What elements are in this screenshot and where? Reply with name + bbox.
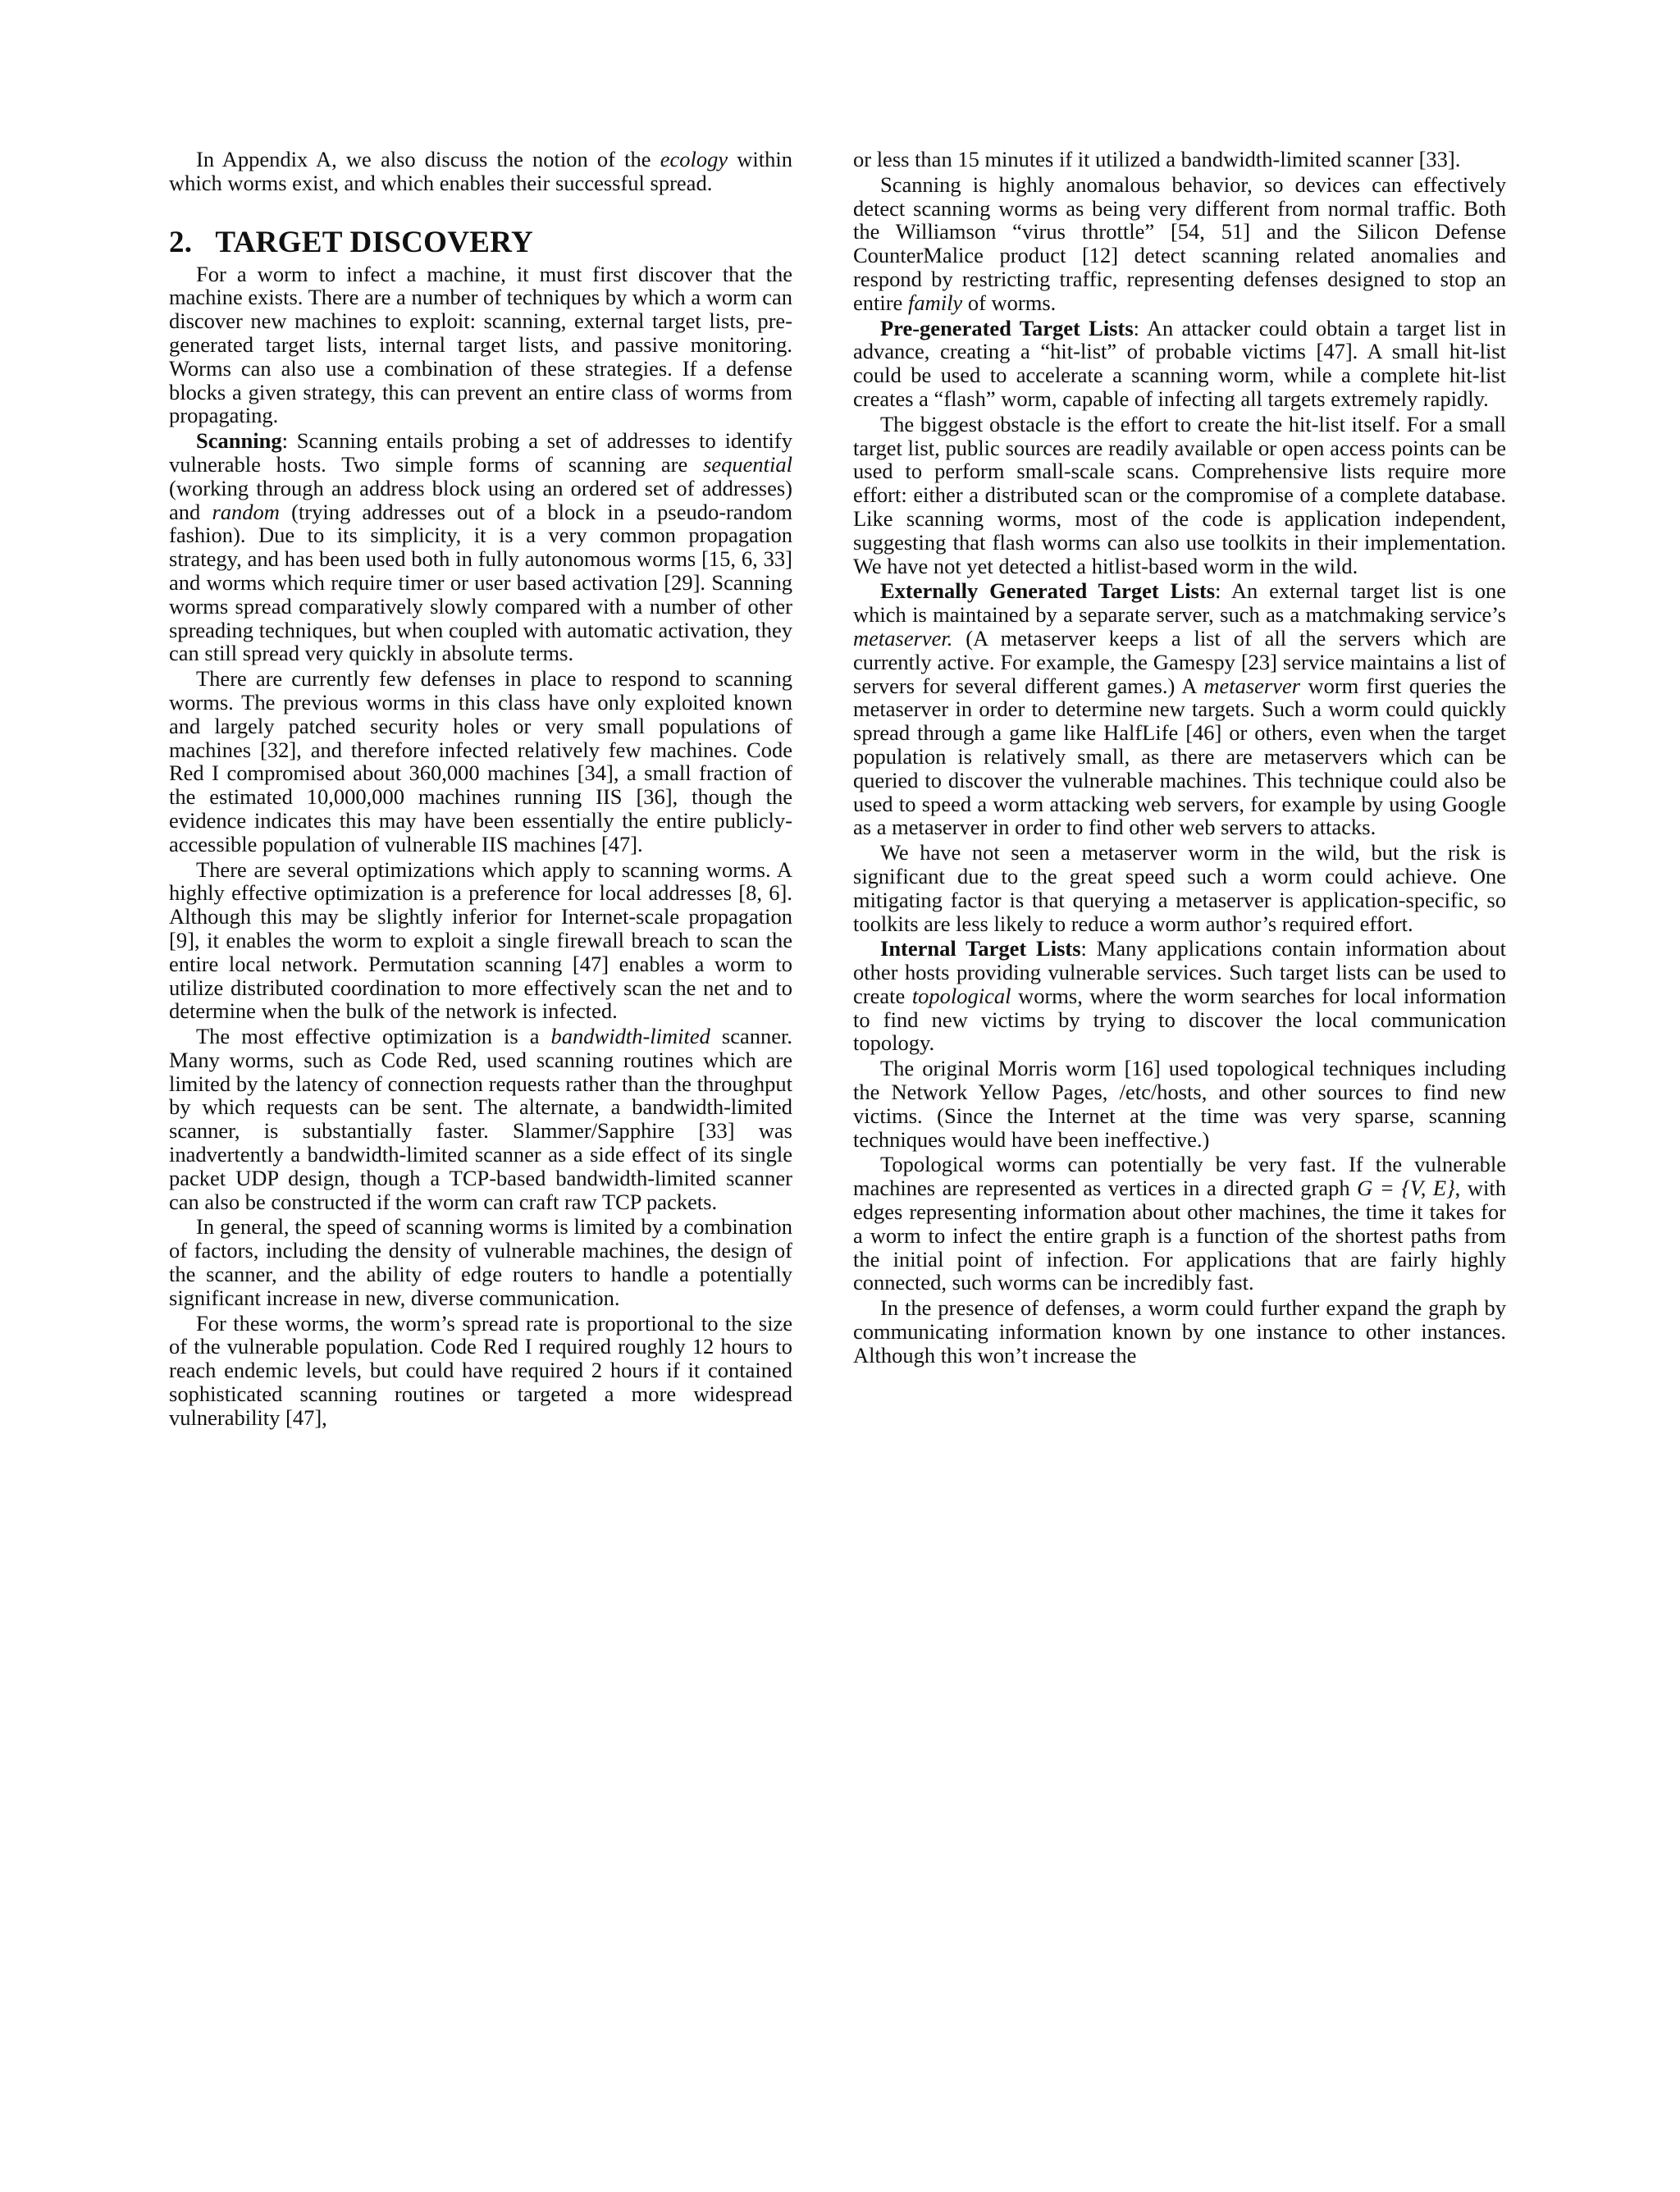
paragraph: or less than 15 minutes if it utilized a bandwidth-limited scanner [33].	[853, 147, 1461, 171]
text-span: : Scanning entails probing a set of addresses to identify vulnerable hosts. Two simple forms of scanning are	[169, 428, 792, 477]
emphasis: random	[212, 499, 280, 524]
run-in-heading: Scanning	[196, 428, 282, 454]
text-span: : Many applications contain information about other hosts providing vulnerable services. Such target lists can be used to create	[853, 936, 1506, 1008]
section-heading	[169, 226, 792, 259]
external-lists-paragraph	[853, 579, 1506, 839]
intro-paragraph	[169, 148, 792, 195]
text-span: Topological worms can potentially be very fast. If the vulnerable machines are represented as vertices in a directed graph	[853, 1152, 1506, 1201]
text-span: worms, where the worm searches for local information to find new victims by trying to discover the local communication topology.	[853, 983, 1506, 1056]
paragraph: There are currently few defenses in place to respond to scanning worms. The previous worms in this class have only exploited known and largely patched security holes or very small populations of machines [32], and therefore infected relatively few machines. Code Red I compromised about 360,000 machines [34], a small fraction of the estimated 10,000,000 machines running IIS [36], though the evidence indicates this may have been essentially the entire publicly-accessible population of vulnerable IIS machines [47].	[169, 666, 792, 856]
math-expression: G = {V, E}	[1357, 1176, 1455, 1201]
run-in-heading: Internal Target Lists	[880, 936, 1081, 961]
left-column	[169, 148, 792, 1432]
paragraph	[853, 173, 1506, 315]
run-in-heading: Pre-generated Target Lists	[880, 315, 1134, 340]
section-title: TARGET DISCOVERY	[215, 225, 533, 259]
paragraph: The biggest obstacle is the effort to create the hit-list itself. For a small target list, public sources are readily available or open access points can be used to perform small-scale scans. Comprehensive lists require more effort: either a distributed scan or the compromise of a complete database. Like scanning worms, most of the code is application independent, suggesting that flash worms can also use toolkits in their implementation. We have not yet detected a hitlist-based worm in the wild.	[853, 411, 1506, 578]
text-span: (A metaserver keeps a list of all the servers which are currently active. For example, the Gamespy [23] service maintains a list of servers for several different games.) A	[853, 625, 1506, 698]
pregenerated-paragraph	[853, 317, 1506, 411]
paragraph	[853, 1153, 1506, 1295]
emphasis: family	[907, 290, 963, 315]
text-span: scanner. Many worms, such as Code Red, used scanning routines which are limited by the latency of connection requests rather than the throughput by which requests can be sent. The alternate, a bandwidth-limited scanner, is substantially faster. Slammer/Sapphire [33] was inadvertently a bandwidth-limited scanner as a side effect of its single packet UDP design, though a TCP-based bandwidth-limited scanner can also be constructed if the worm can craft raw TCP packets.	[169, 1024, 792, 1214]
paragraph: In the presence of defenses, a worm could further expand the graph by communicating information known by one instance to other instances. Although this won’t increase the	[853, 1295, 1506, 1368]
text-span: (working through an address block using an ordered set of addresses) and	[169, 475, 792, 524]
text-span: within which worms exist, and which enables their successful spread.	[169, 147, 792, 195]
paragraph: There are several optimizations which apply to scanning worms. A highly effective optimization is a preference for local addresses [8, 6]. Although this may be slightly inferior for Internet-scale propagation [9], it enables the worm to exploit a single firewall breach to scan the entire local network. Permutation scanning [47] enables a worm to utilize distributed coordination to more effectively scan the net and to determine when the bulk of the network is infected.	[169, 856, 792, 1024]
text-span: of worms.	[962, 290, 1057, 315]
emphasis: sequential	[703, 451, 792, 477]
paragraph: We have not seen a metaserver worm in the wild, but the risk is significant due to the great speed such a worm could achieve. One mitigating factor is that querying a metaserver is application-specific, so toolkits are less likely to reduce a worm author’s required effort.	[853, 840, 1506, 936]
emphasis: ecology	[660, 147, 728, 171]
text-span: , with edges representing information about other machines, the time it takes for a worm to infect the entire graph is a function of the shortest paths from the initial point of infection. For applications that are fairly highly connected, such worms can be incredibly fast.	[853, 1176, 1506, 1295]
emphasis: topological	[911, 983, 1011, 1008]
internal-lists-paragraph	[853, 937, 1506, 1055]
emphasis: metaserver	[1203, 673, 1301, 698]
paragraph: For these worms, the worm’s spread rate is proportional to the size of the vulnerable population. Code Red I required roughly 12 hours to reach endemic levels, but could have required 2 hours if it contained sophisticated scanning routines or targeted a more widespread vulnerability [47],	[169, 1310, 792, 1430]
text-span: (trying addresses out of a block in a pseudo-random fashion). Due to its simplicity, it is a very common propagation strategy, and has been used both in fully autonomous worms [15, 6, 33] and worms which require timer or user based activation [29]. Scanning worms spread comparatively slowly compared with a number of other spreading techniques, but when coupled with automatic activation, they can still spread very quickly in absolute terms.	[169, 499, 792, 666]
paragraph: In general, the speed of scanning worms is limited by a combination of factors, including the density of vulnerable machines, the design of the scanner, and the ability of edge routers to handle a potentially significant increase in new, diverse communication.	[169, 1214, 792, 1310]
text-span: worm first queries the metaserver in order to determine new targets. Such a worm could quickly spread through a game like HalfLife [46] or others, even when the target population is relatively small, as there are metaservers which can be queried to discover the vulnerable machines. This technique could also be used to speed a worm attacking web servers, for example by using Google as a metaserver in order to find other web servers to attacks.	[853, 673, 1506, 840]
emphasis: metaserver.	[853, 625, 953, 651]
text-span: In Appendix A, we also discuss the notion of the	[196, 147, 660, 171]
text-span: : An attacker could obtain a target list in advance, creating a “hit-list” of probable victims [47]. A small hit-list could be used to accelerate a scanning worm, while a complete hit-list creates a “flash” worm, capable of infecting all targets extremely rapidly.	[853, 315, 1506, 411]
scanning-paragraph	[169, 429, 792, 665]
emphasis: bandwidth-limited	[550, 1024, 710, 1049]
paragraph	[169, 1025, 792, 1213]
right-column	[853, 148, 1506, 1369]
paragraph: For a worm to infect a machine, it must first discover that the machine exists. There are a number of techniques by which a worm can discover new machines to exploit: scanning, external target lists, pre-generated target lists, internal target lists, and passive monitoring. Worms can also use a combination of these strategies. If a defense blocks a given strategy, this can prevent an entire class of worms from propagating.	[169, 261, 792, 428]
text-span: Scanning is highly anomalous behavior, so devices can effectively detect scanning worms as being very different from normal traffic. Both the Williamson “virus throttle” [54, 51] and the Silicon Defense CounterMalice product [12] detect scanning related anomalies and respond by restricting traffic, representing defenses designed to stop an entire	[853, 171, 1506, 315]
run-in-heading: Externally Generated Target Lists	[880, 578, 1216, 604]
section-number: 2.	[169, 225, 193, 259]
text-span: The most effective optimization is a	[196, 1024, 551, 1049]
text-span: : An external target list is one which is maintained by a separate server, such as a matchmaking service’s	[853, 578, 1506, 628]
paragraph: The original Morris worm [16] used topological techniques including the Network Yellow Pages, /etc/hosts, and other sources to find new victims. (Since the Internet at the time was very sparse, scanning techniques would have been ineffective.)	[853, 1056, 1506, 1152]
